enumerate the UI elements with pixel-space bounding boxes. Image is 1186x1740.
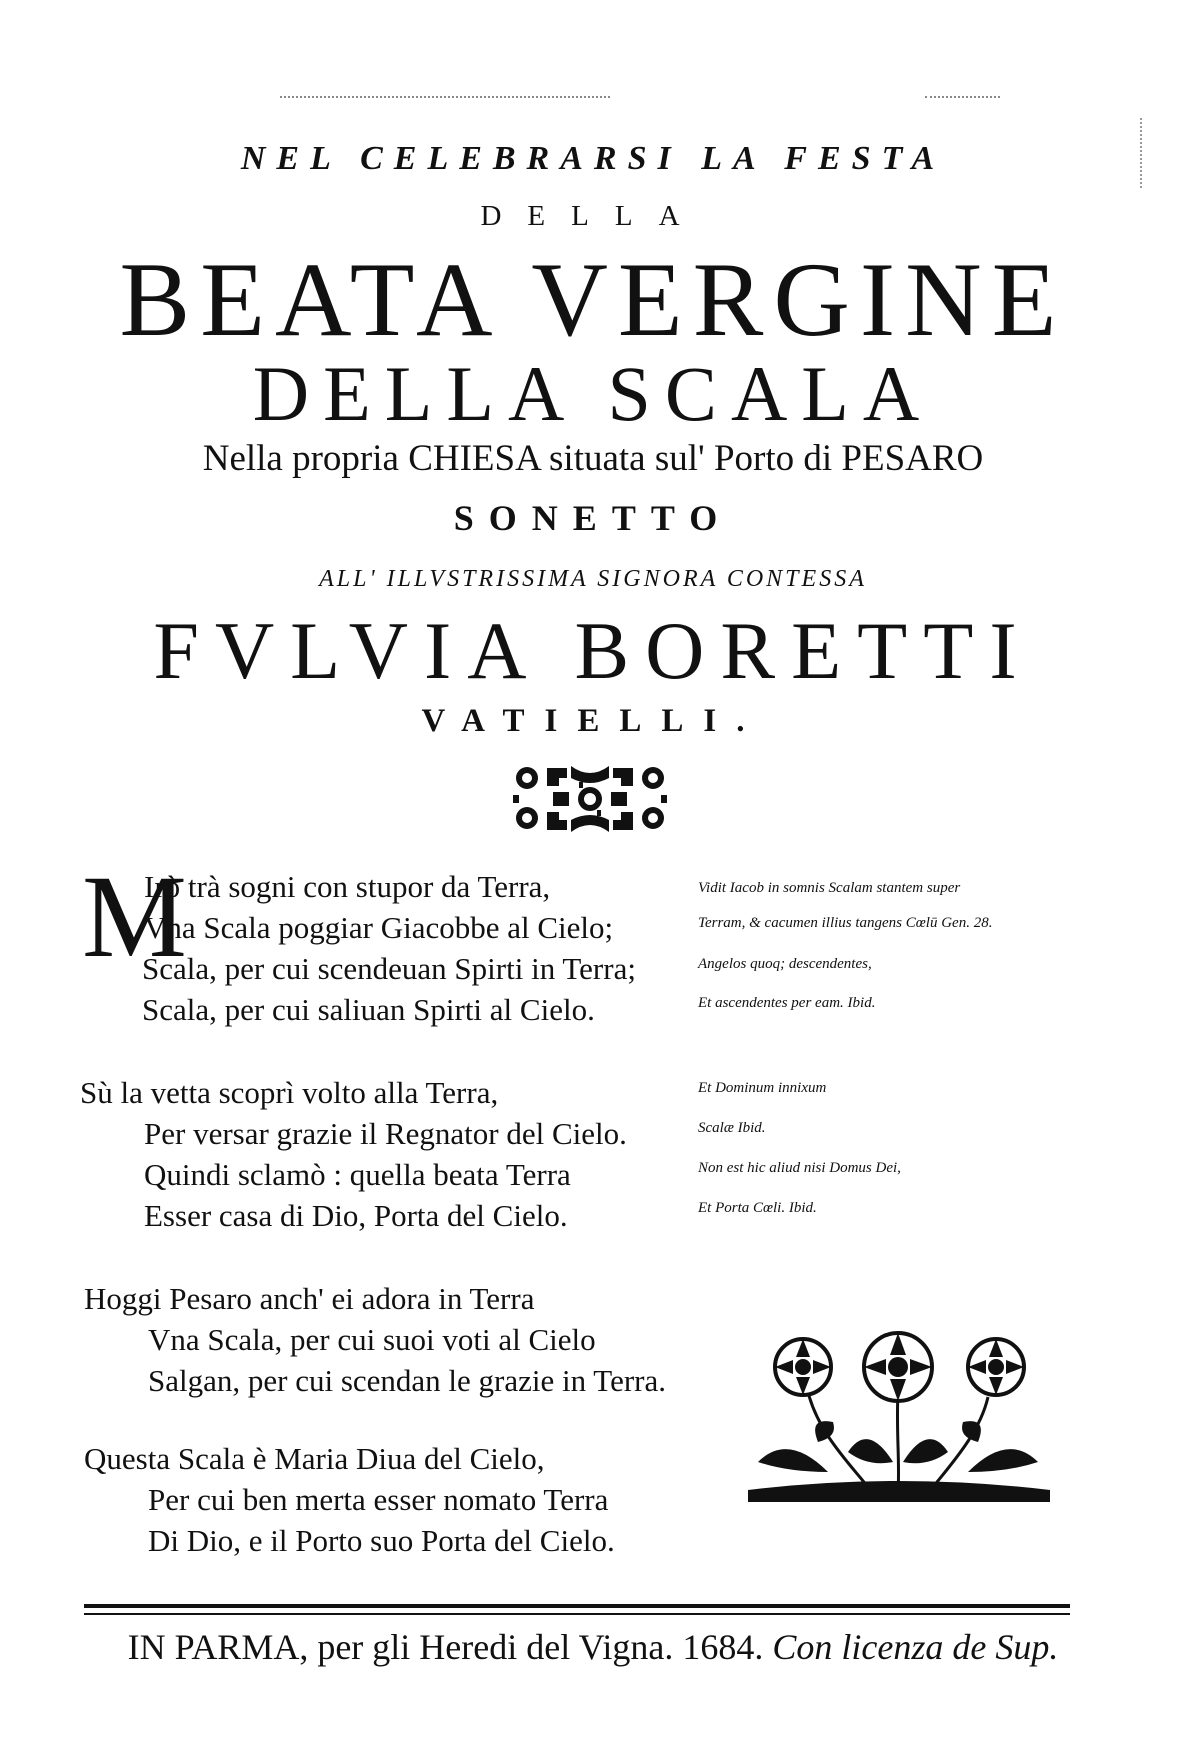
dedicatee-name: FVLVIA BORETTI <box>153 605 1033 696</box>
verse-line: Scala, per cui scendeuan Spirti in Terra; <box>142 951 636 986</box>
drop-cap: M <box>82 851 187 982</box>
floral-woodcut-icon <box>748 1322 1050 1502</box>
margin-gloss: Et Dominum innixum <box>698 1080 827 1096</box>
top-dotted-rule-right <box>925 96 1000 98</box>
dedication-line: ALL' ILLVSTRISSIMA SIGNORA CONTESSA <box>319 566 867 592</box>
printers-ornament-icon <box>509 762 671 836</box>
stanza-4 <box>84 1438 615 1561</box>
stanza-3 <box>84 1278 666 1401</box>
stanza-2 <box>80 1072 627 1236</box>
margin-gloss: Non est hic aliud nisi Domus Dei, <box>698 1160 901 1176</box>
imprint-main: IN PARMA, per gli Heredi del Vigna. 1684. <box>127 1627 764 1667</box>
verse-line: Salgan, per cui scendan le grazie in Terra. <box>148 1363 666 1398</box>
genre-label: SONETTO <box>453 498 733 538</box>
verse-line: Hoggi Pesaro anch' ei adora in Terra <box>84 1281 535 1316</box>
margin-gloss: Terram, & cacumen illius tangens Cœlū Gen. 28. <box>698 915 993 931</box>
title-main: BEATA VERGINE <box>119 241 1067 358</box>
double-rule-top <box>84 1604 1070 1608</box>
title-sub: DELLA SCALA <box>252 350 934 437</box>
verse-line: Di Dio, e il Porto suo Porta del Cielo. <box>148 1523 615 1558</box>
verse-line: Irò trà sogni con stupor da Terra, <box>144 869 551 904</box>
verse-line: Per versar grazie il Regnator del Cielo. <box>144 1116 627 1151</box>
verse-line: Scala, per cui saliuan Spirti al Cielo. <box>142 992 595 1027</box>
verse-line: Questa Scala è Maria Diua del Cielo, <box>84 1441 545 1476</box>
verse-line: Vna Scala poggiar Giacobbe al Cielo; <box>144 910 614 945</box>
verse-line: Quindi sclamò : quella beata Terra <box>144 1157 571 1192</box>
top-dotted-rule-left <box>280 96 610 98</box>
margin-gloss: Scalæ Ibid. <box>698 1120 766 1136</box>
margin-gloss: Et Porta Cœli. Ibid. <box>698 1200 817 1216</box>
location-line: Nella propria CHIESA situata sul' Porto di PESARO <box>202 438 984 479</box>
margin-gloss: Et ascendentes per eam. Ibid. <box>698 995 876 1011</box>
margin-gloss: Angelos quoq; descendentes, <box>698 956 872 972</box>
verse-line: Vna Scala, per cui suoi voti al Cielo <box>148 1322 596 1357</box>
stanza-1 <box>142 866 636 1030</box>
verse-line: Esser casa di Dio, Porta del Cielo. <box>144 1198 568 1233</box>
margin-gloss: Vidit Iacob in somnis Scalam stantem super <box>698 880 961 896</box>
double-rule-bottom <box>84 1613 1070 1615</box>
imprint-license: Con licenza de Sup. <box>772 1627 1059 1667</box>
dedicatee-surname: VATIELLI. <box>421 703 765 739</box>
imprint <box>0 1626 1186 1668</box>
verse-line: Per cui ben merta esser nomato Terra <box>148 1482 609 1517</box>
della-line: DELLA <box>480 200 706 232</box>
verse-line: Sù la vetta scoprì volto alla Terra, <box>80 1075 499 1110</box>
occasion-heading: NEL CELEBRARSI LA FESTA <box>240 140 946 177</box>
